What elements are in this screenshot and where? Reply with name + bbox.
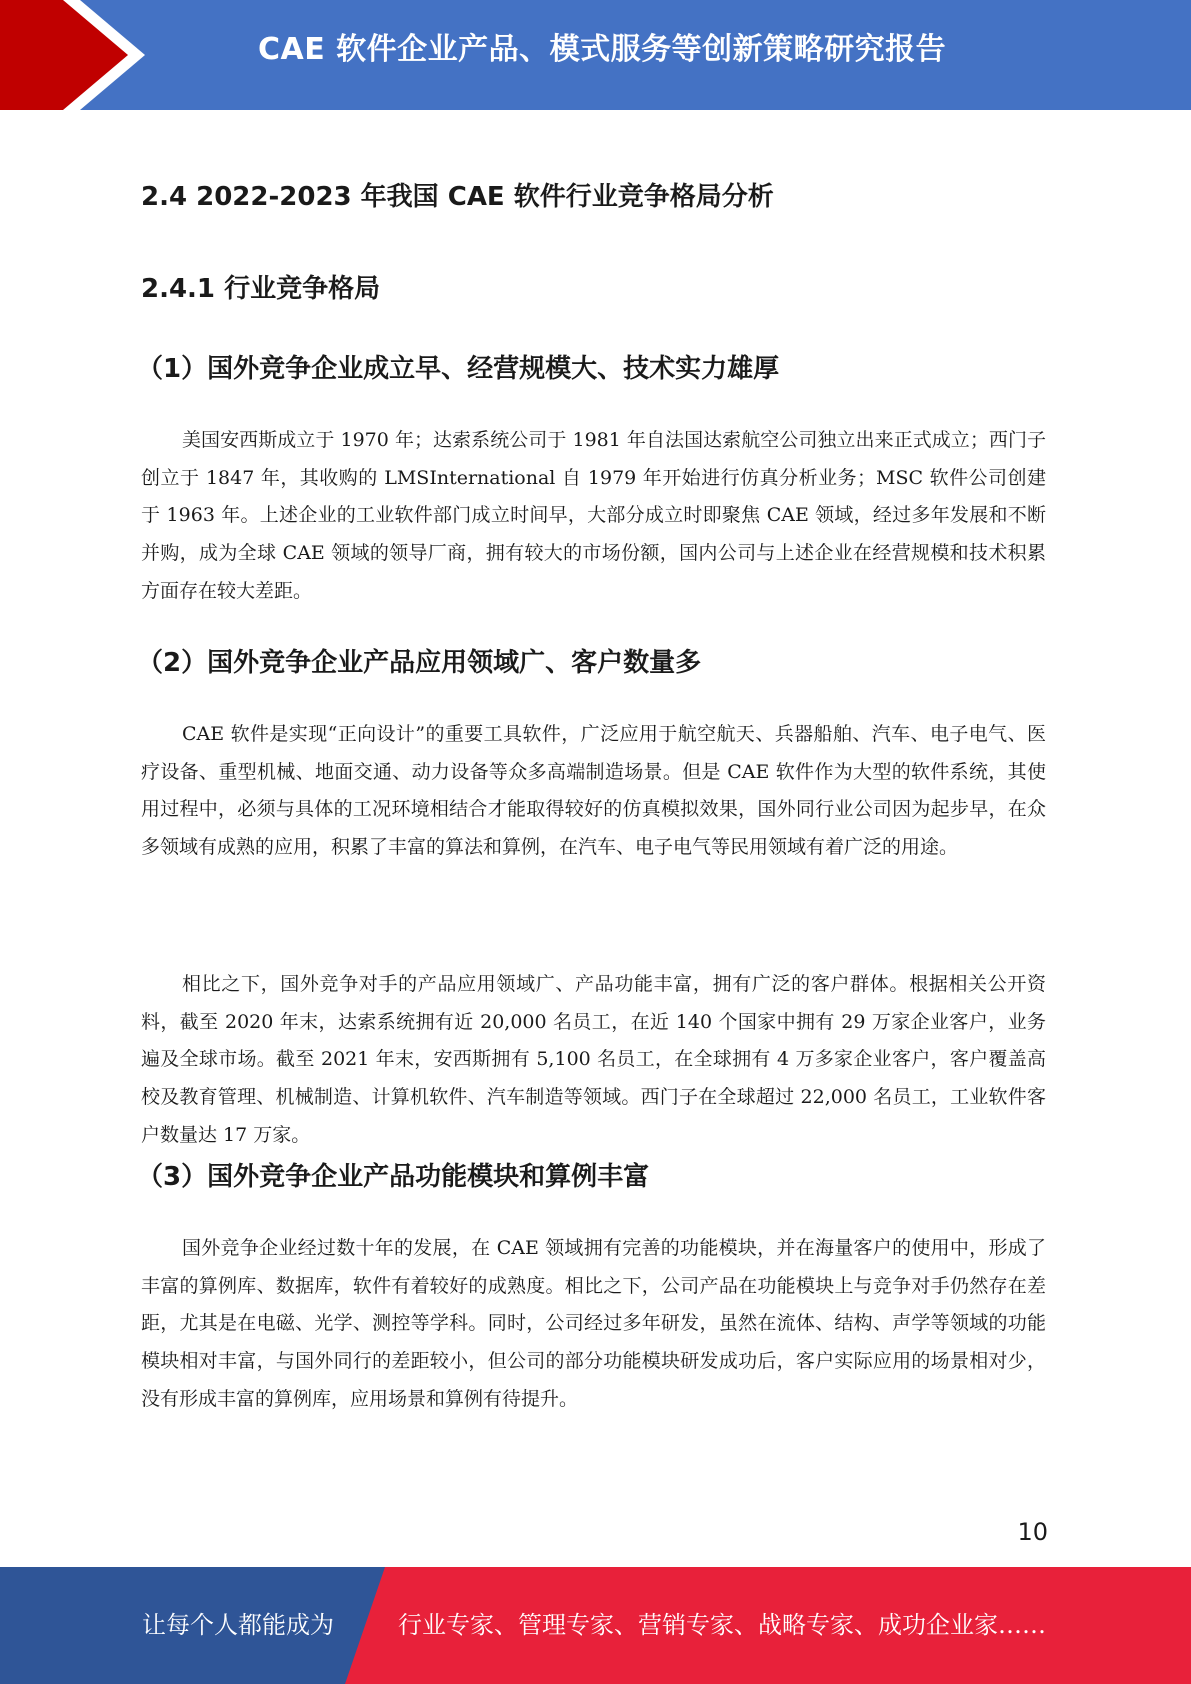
item-2-paragraph-2: 相比之下，国外竞争对手的产品应用领域广、产品功能丰富，拥有广泛的客户群体。根据相关公开资料，截至 2020 年末，达索系统拥有近 20,000 名员工，在近 140 个国家中拥有 29 万家企业客户，业务遍及全球市场。截至 2021 年末，安西斯拥有 5,100 名员工，在全球拥有 4 万多家企业客户，客户覆盖高校及教育管理、机械制造、计算机软件、汽车制造等领域。西门子在全球超过 22,000 名员工，工业软件客户数量达 17 万家。 xyxy=(141,973,1046,1146)
page-footer xyxy=(0,1567,1191,1684)
footer-slogan-right: 行业专家、管理专家、营销专家、战略专家、成功企业家…… xyxy=(398,1611,1046,1639)
page-number: 10 xyxy=(1017,1518,1048,1546)
footer-slogan-left: 让每个人都能成为 xyxy=(142,1611,334,1639)
item-1-heading: （1）国外竞争企业成立早、经营规模大、技术实力雄厚 xyxy=(137,354,780,384)
item-3-heading: （3）国外竞争企业产品功能模块和算例丰富 xyxy=(137,1162,650,1192)
report-title: CAE 软件企业产品、模式服务等创新策略研究报告 xyxy=(258,32,947,67)
header-chevron-icon xyxy=(0,0,160,110)
item-3-paragraph: 国外竞争企业经过数十年的发展，在 CAE 领域拥有完善的功能模块，并在海量客户的使用中，形成了丰富的算例库、数据库，软件有着较好的成熟度。相比之下，公司产品在功能模块上与竞争对手仍然存在差距，尤其是在电磁、光学、测控等学科。同时，公司经过多年研发，虽然在流体、结构、声学等领域的功能模块相对丰富，与国外同行的差距较小，但公司的部分功能模块研发成功后，客户实际应用的场景相对少，没有形成丰富的算例库，应用场景和算例有待提升。 xyxy=(141,1237,1046,1410)
page-header xyxy=(0,0,1191,110)
section-heading: 2.4 2022-2023 年我国 CAE 软件行业竞争格局分析 xyxy=(141,182,774,212)
item-1-paragraph: 美国安西斯成立于 1970 年；达索系统公司于 1981 年自法国达索航空公司独立出来正式成立；西门子创立于 1847 年，其收购的 LMSInternational 自 1979 年开始进行仿真分析业务；MSC 软件公司创建于 1963 年。上述企业的工业软件部门成立时间早，大部分成立时即聚焦 CAE 领域，经过多年发展和不断并购，成为全球 CAE 领域的领导厂商，拥有较大的市场份额，国内公司与上述企业在经营规模和技术积累方面存在较大差距。 xyxy=(141,429,1046,602)
item-2-heading: （2）国外竞争企业产品应用领域广、客户数量多 xyxy=(137,648,702,678)
item-2-paragraph-1: CAE 软件是实现“正向设计”的重要工具软件，广泛应用于航空航天、兵器船舶、汽车、电子电气、医疗设备、重型机械、地面交通、动力设备等众多高端制造场景。但是 CAE 软件作为大型的软件系统，其使用过程中，必须与具体的工况环境相结合才能取得较好的仿真模拟效果，国外同行业公司因为起步早，在众多领域有成熟的应用，积累了丰富的算法和算例，在汽车、电子电气等民用领域有着广泛的用途。 xyxy=(141,723,1046,859)
subsection-heading: 2.4.1 行业竞争格局 xyxy=(141,274,381,304)
